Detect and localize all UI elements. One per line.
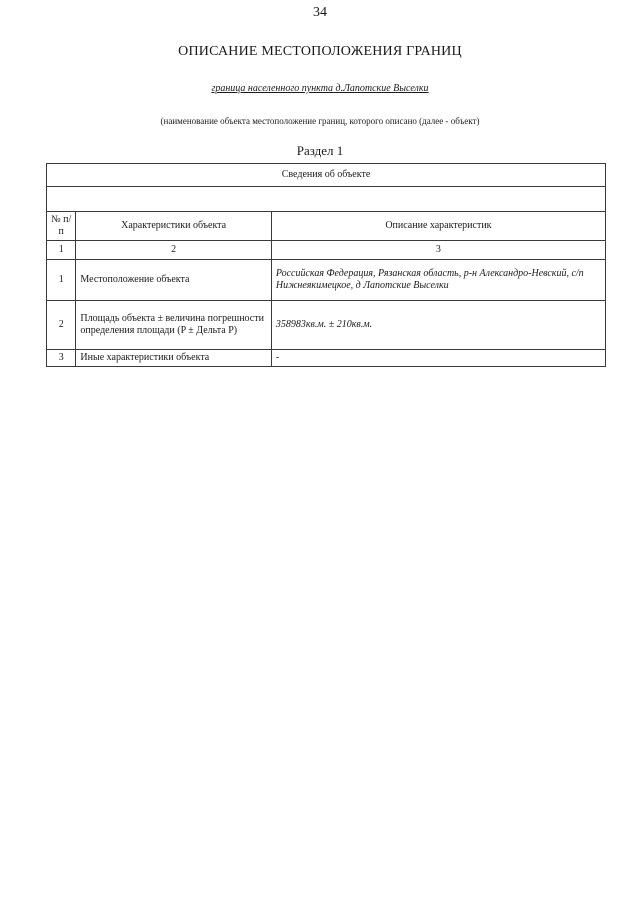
table-empty-row xyxy=(47,187,606,212)
table-heading: Сведения об объекте xyxy=(47,164,606,187)
page-number: 34 xyxy=(313,5,327,20)
column-number-2: 2 xyxy=(76,241,271,260)
row-num: 1 xyxy=(47,260,76,301)
column-number-1: 1 xyxy=(47,241,76,260)
table-column-header-row xyxy=(47,212,606,241)
table-row xyxy=(47,350,606,367)
column-number-3: 3 xyxy=(271,241,605,260)
row-num: 3 xyxy=(47,350,76,367)
column-header-num: № п/п xyxy=(47,212,76,241)
row-description: Российская Федерация, Рязанская область, р-н Александро-Невский, с/п Нижнеякимецкое, д Лапотские Выселки xyxy=(271,260,605,301)
row-characteristic: Площадь объекта ± величина погрешности определения площади (P ± Дельта P) xyxy=(76,301,271,350)
object-name-line xyxy=(0,83,640,94)
object-info-table xyxy=(46,163,606,367)
row-characteristic: Местоположение объекта xyxy=(76,260,271,301)
table-column-number-row xyxy=(47,241,606,260)
section-title: Раздел 1 xyxy=(296,143,344,158)
table-heading-row xyxy=(47,164,606,187)
row-description: - xyxy=(271,350,605,367)
column-header-description: Описание характеристик xyxy=(271,212,605,241)
object-name-caption: (наименование объекта местоположение границ, которого описано (далее - объект) xyxy=(160,116,480,126)
object-name: граница населенного пункта д.Лапотские Выселки xyxy=(211,83,429,94)
row-num: 2 xyxy=(47,301,76,350)
document-title: ОПИСАНИЕ МЕСТОПОЛОЖЕНИЯ ГРАНИЦ xyxy=(178,44,462,59)
table-row xyxy=(47,301,606,350)
table-empty-cell xyxy=(47,187,606,212)
row-characteristic: Иные характеристики объекта xyxy=(76,350,271,367)
row-description: 358983кв.м. ± 210кв.м. xyxy=(271,301,605,350)
column-header-characteristic: Характеристики объекта xyxy=(76,212,271,241)
table-row xyxy=(47,260,606,301)
